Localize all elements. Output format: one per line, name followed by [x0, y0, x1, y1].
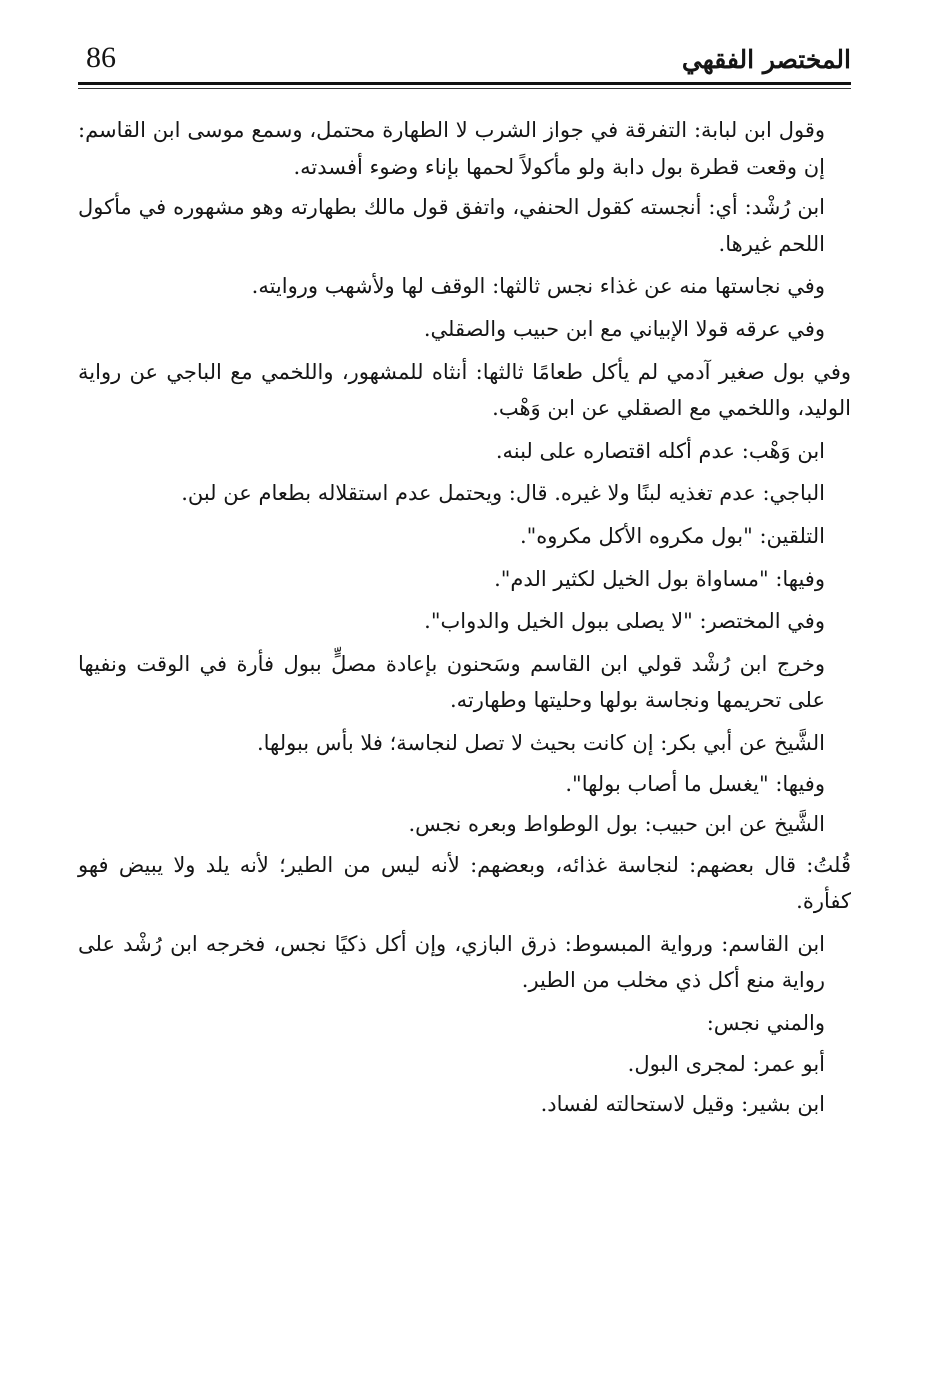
paragraph: ابن القاسم: ورواية المبسوط: ذرق البازي، وإن أكل ذكيًا نجس، فخرجه ابن رُشْد على رواية منع أكل ذي مخلب من الطير.	[78, 931, 825, 993]
paragraph: الباجي: عدم تغذيه لبنًا ولا غيره. قال: ويحتمل عدم استقلاله بطعام عن لبن.	[181, 481, 825, 506]
running-title: المختصر الفقهي	[681, 45, 851, 74]
paragraph: الشَّيخ عن ابن حبيب: بول الوطواط وبعره نجس.	[408, 812, 825, 837]
header-rule-thin	[78, 88, 851, 89]
paragraph: وفيها: "مساواة بول الخيل لكثير الدم".	[494, 566, 825, 591]
paragraph: التلقين: "بول مكروه الأكل مكروه".	[519, 523, 825, 548]
header-rule	[78, 82, 851, 85]
paragraph: ابن وَهْب: عدم أكله اقتصاره على لبنه.	[495, 438, 825, 463]
paragraph: وفي نجاستها منه عن غذاء نجس ثالثها: الوقف لها ولأشهب وروايته.	[251, 274, 825, 299]
paragraph: ابن رُشْد: أي: أنجسته كقول الحنفي، واتفق قول مالك بطهارته وهو مشهوره في مأكول اللحم غيرها.	[78, 195, 825, 256]
page-header	[78, 38, 851, 88]
paragraph: وفي عرقه قولا الإبياني مع ابن حبيب والصقلي.	[423, 316, 825, 341]
page-body	[78, 112, 851, 1123]
paragraph: قُلتُ: قال بعضهم: لنجاسة غذائه، وبعضهم: لأنه ليس من الطير؛ لأنه يلد ولا يبيض فهو كفأرة.	[78, 852, 851, 914]
paragraph: وفي بول صغير آدمي لم يأكل طعامًا ثالثها: أنثاه للمشهور، واللخمي مع الباجي عن رواية الوليد، واللخمي مع الصقلي عن ابن وَهْب.	[78, 359, 851, 421]
paragraph: وخرج ابن رُشْد قولي ابن القاسم وسَحنون بإعادة مصلٍّ ببول فأرة في الوقت ونفيها على تحريمها ونجاسة بولها وحليتها وطهارته.	[78, 651, 825, 713]
paragraph: وفيها: "يغسل ما أصاب بولها".	[565, 771, 825, 796]
paragraph: وفي المختصر: "لا يصلى ببول الخيل والدواب".	[424, 609, 825, 634]
paragraph: ابن بشير: وقيل لاستحالته لفساد.	[540, 1092, 825, 1117]
paragraph: والمني نجس:	[706, 1011, 825, 1036]
page-number: 86	[86, 41, 116, 74]
paragraph: أبو عمر: لمجرى البول.	[627, 1051, 825, 1076]
paragraph: الشَّيخ عن أبي بكر: إن كانت بحيث لا تصل لنجاسة؛ فلا بأس ببولها.	[256, 730, 825, 755]
paragraph: وقول ابن لبابة: التفرقة في جواز الشرب لا الطهارة محتمل، وسمع موسى ابن القاسم: إن وقعت قطرة بول دابة ولو مأكولاً لحمها بإناء وضوء أفسدته.	[78, 118, 825, 179]
